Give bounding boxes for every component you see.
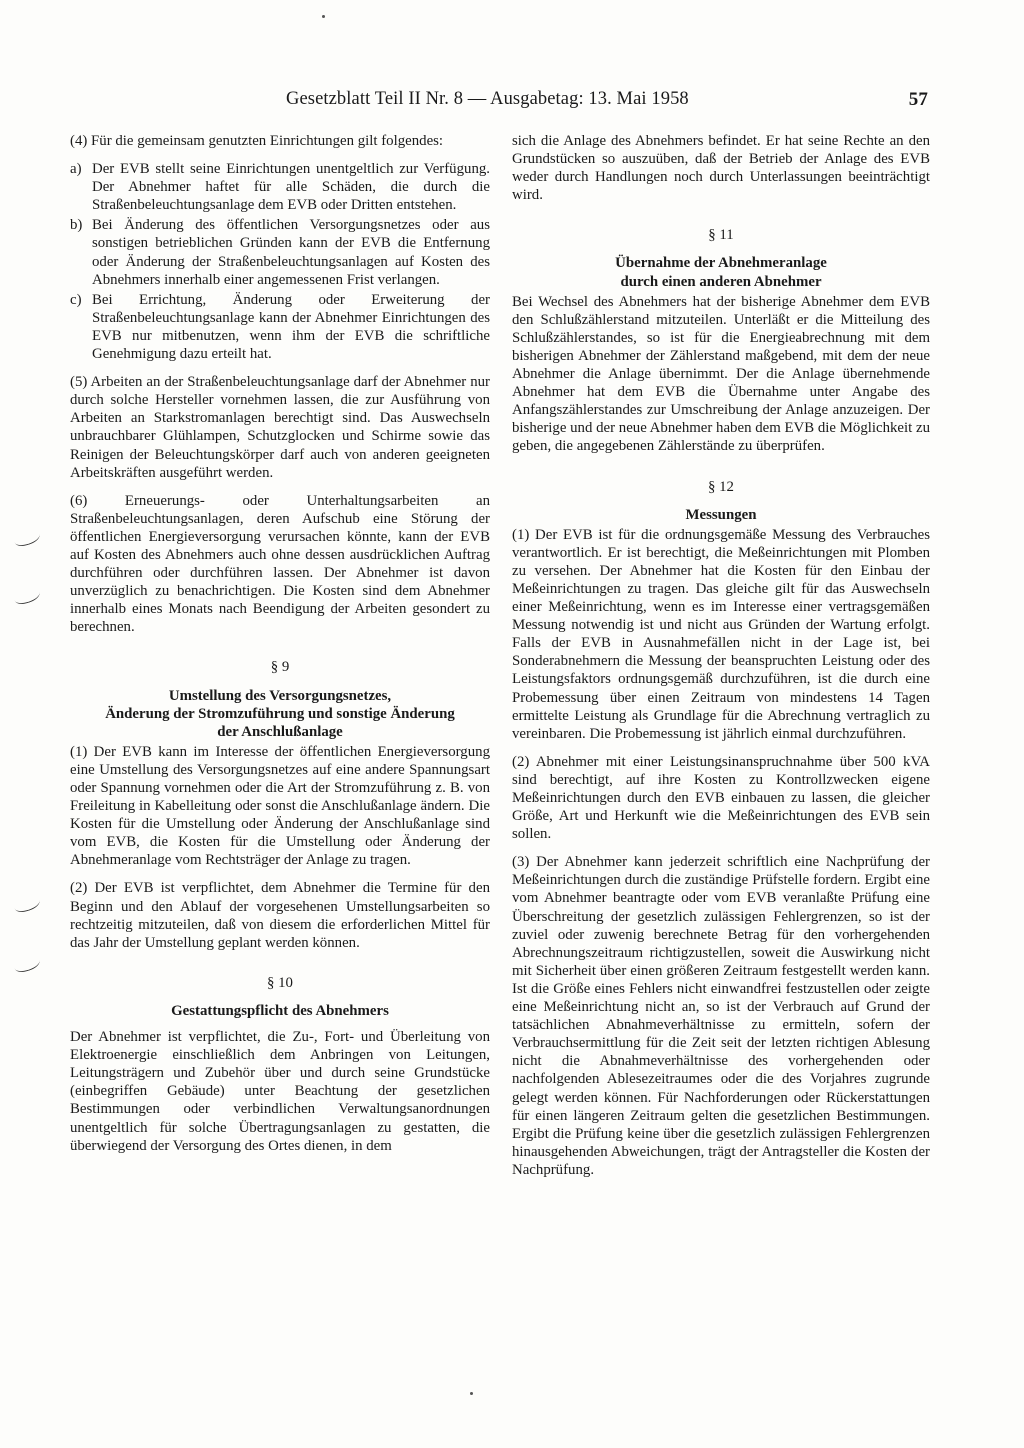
section-9-title bbox=[70, 687, 490, 741]
section-12-paragraph-2: (2) Abnehmer mit einer Leistungsinanspruchnahme über 500 kVA sind berechtigt, auf ihre Kosten zu Kontrollzwecken eigene Meßeinrichtungen durch den EVB einbauen zu lassen, die gleicher Größe, Art und Herkunft wie die Meßeinrichtungen des EVB sein sollen. bbox=[512, 753, 930, 843]
page-speck bbox=[322, 15, 325, 18]
section-12-paragraph-3: (3) Der Abnehmer kann jederzeit schriftlich eine Nachprüfung der Meßeinrichtungen durch die zuständige Prüfstelle fordern. Ergibt eine vom Abnehmer beantragte oder vom EVB veranlaßte Prüfung eine Überschreitung der gesetzlich zulässigen Fehlergrenzen, so ist der zuviel oder zuwenig berechnete Betrag für den vorhergehenden Abrechnungszeitraum richtigzustellen, soweit die Auswirkung nicht mit Sicherheit über einen größeren Zeitraum festgestellt werden kann. Ist die Größe eines Fehlers nicht einwandfrei festzustellen oder zeigte eine Meßeinrichtung nicht an, so ist der Verbrauch auf Grund der tatsächlichen Abnahmeverhältnisse zu ermitteln, sofern der Verbrauchsermittlung für die Zeit seit der letzten richtigen Ablesung nicht die Abnahmeverhältnisse des vorhergehenden oder nachfolgenden Ablesezeitraumes oder die des Vorjahres zugrunde gelegt werden können. Für Nachforderungen oder Rückerstattungen für einen längeren Zeitraum gelten die gesetzlichen Bestimmungen. Ergibt die Prüfung keine über die gesetzlich zulässigen Fehlergrenzen hinausgehenden Abweichungen, trägt der Antragsteller die Kosten der Nachprüfung. bbox=[512, 854, 930, 1178]
list-item-text: Bei Errichtung, Änderung oder Erweiterung der Straßenbeleuchtungsanlage kann der Abnehmer Einrichtungen des EVB nur mitbenutzen, wenn ihm der EVB die schriftliche Genehmigung dazu erteilt hat. bbox=[92, 291, 490, 363]
left-column bbox=[70, 132, 490, 1165]
paragraph-5: (5) Arbeiten an der Straßenbeleuchtungsanlage darf der Abnehmer nur durch solche Hersteller vornehmen lassen, die zur Ausführung von Arbeiten an Starkstromanlagen berechtigt sind. Das Auswechseln unbrauchbarer Glühlampen, Schutzglocken und Schirme sowie das Reinigen der Beleuchtungskörper darf auch von anderen geeigneten Arbeitskräften ausgeführt werden. bbox=[70, 374, 490, 481]
section-10-number: § 10 bbox=[267, 974, 293, 991]
section-10-paragraph: Der Abnehmer ist verpflichtet, die Zu-, Fort- und Überleitung von Elektroenergie einschließlich dem Anbringen von Leitungen, Leitungsträgern und Zubehör über und durch seine Grundstücke (einbegriffen Gebäude) unter Beachtung der gesetzlichen Bestimmungen oder verbindlichen Verwaltungsanordnungen unentgeltlich für solche Übertragungsanlagen zu gestatten, die überwiegend der Versorgung des Ortes dienen, in dem bbox=[70, 1029, 490, 1154]
margin-check-mark bbox=[13, 586, 42, 606]
section-9-title-line: der Anschlußanlage bbox=[217, 723, 343, 740]
paragraph-4-intro: (4) Für die gemeinsam genutzten Einrichtungen gilt folgendes: bbox=[70, 133, 444, 149]
list-item bbox=[70, 291, 490, 363]
section-11-title-line: durch einen anderen Abnehmer bbox=[620, 273, 822, 290]
list-paragraph-4 bbox=[70, 160, 490, 363]
header-title: Gesetzblatt Teil II Nr. 8 — Ausgabetag: 13. Mai 1958 bbox=[286, 89, 689, 109]
section-11-number: § 11 bbox=[708, 227, 734, 244]
section-12-title: Messungen bbox=[685, 506, 757, 523]
section-9-title-line: Änderung der Stromzuführung und sonstige Änderung bbox=[105, 705, 455, 722]
paragraph-6: (6) Erneuerungs- oder Unterhaltungsarbeiten an Straßenbeleuchtungsanlagen, deren Aufschub eine Störung der öffentlichen Energieversorgung verursachen könnte, kann der EVB auf Kosten des Abnehmers auch ohne dessen ausdrücklichen Auftrag durchführen oder durchführen lassen. Der Abnehmer ist davon unverzüglich zu benachrichtigen. Die Kosten sind dem Abnehmer innerhalb eines Monats nach Beendigung der Arbeiten gesondert zu berechnen. bbox=[70, 492, 490, 636]
list-item bbox=[70, 216, 490, 288]
list-item bbox=[70, 160, 490, 214]
page-speck bbox=[470, 1392, 473, 1395]
section-11-paragraph: Bei Wechsel des Abnehmers hat der bisherige Abnehmer dem EVB den Schlußzählerstand mitzuteilen. Unterläßt er die Mitteilung des Schlußzählerstandes, so ist für die Energieabrechnung mit dem bisherigen Abnehmer der Zählerstand maßgebend, mit dem der neue Abnehmer die Anlage übernimmt. Der die Anlage übernehmende Abnehmer hat dem EVB die Übernahme unter Angabe des Anfangszählerstandes zur Umschreibung der Anlage anzuzeigen. Der bisherige und der neue Abnehmer haben dem EVB die Möglichkeit zu geben, die angegebenen Zählerstände zu überprüfen. bbox=[512, 293, 930, 455]
list-item-text: Bei Änderung des öffentlichen Versorgungsnetzes oder aus sonstigen betrieblichen Gründen kann der EVB die Entfernung oder Änderung der Straßenbeleuchtungsanlagen auf Kosten des Abnehmers innerhalb einer angemessenen Frist verlangen. bbox=[92, 217, 490, 288]
page-number: 57 bbox=[908, 89, 928, 110]
list-item-label: b) bbox=[70, 217, 83, 234]
section-9-number: § 9 bbox=[270, 659, 290, 676]
section-10-title: Gestattungspflicht des Abnehmers bbox=[171, 1002, 389, 1019]
section-10-continuation: sich die Anlage des Abnehmers befindet. Er hat seine Rechte an den Grundstücken so auszuüben, daß der Betrieb der Anlage des EVB weder durch Handlungen noch durch Unterlassungen beeinträchtigt wird. bbox=[512, 133, 930, 204]
list-item-text: Der EVB stellt seine Einrichtungen unentgeltlich zur Verfügung. Der Abnehmer haftet für alle Schäden, die durch die Straßenbeleuchtungsanlage dem EVB oder Dritten entstehen. bbox=[92, 161, 490, 214]
section-11-title-line: Übernahme der Abnehmeranlage bbox=[615, 255, 827, 272]
margin-check-mark bbox=[13, 954, 42, 974]
section-12-paragraph-1: (1) Der EVB ist für die ordnungsgemäße Messung des Verbrauches verantwortlich. Er ist berechtigt, die Meßeinrichtungen mit Plomben zu versehen. Der Abnehmer hat die Kosten für den Einbau der Meßeinrichtungen zu tragen. Das gleiche gilt für das Auswechseln einer Meßeinrichtung, wenn es im Interesse einer vertragsgemäßen Messung notwendig ist und nicht aus Gründen der Wartung erfolgt. Falls der EVB in Ausnahmefällen nicht in der Lage ist, bei Sonderabnehmern die Messung der beanspruchten Leistung oder des Leistungsfaktors ordnungsgemäß durchzuführen, ist die durch eine Probemessung über einen Zeitraum von mindestens 14 Tagen ermittelte Leistung als Grundlage für die Abrechnung vertraglich zu vereinbaren. Die Probemessung ist jährlich einmal durchzuführen. bbox=[512, 526, 930, 742]
margin-check-mark bbox=[13, 528, 42, 548]
section-12-number: § 12 bbox=[708, 478, 734, 495]
section-9-paragraph-1: (1) Der EVB kann im Interesse der öffentlichen Energieversorgung eine Umstellung des Versorgungsnetzes auf eine andere Spannungsart oder Spannung vornehmen oder die Art der Stromzuführung z. B. von Freileitung in Kabelleitung oder sonst die Anschlußanlage ändern. Die Kosten für die Umstellung oder Änderung der Anschlußanlage sind vom EVB, die Kosten für die Umstellung oder Änderung der Abnehmeranlage vom Rechtsträger der Anlage zu tragen. bbox=[70, 743, 490, 869]
list-item-label: a) bbox=[70, 161, 82, 178]
section-11-title bbox=[512, 254, 930, 290]
list-item-label: c) bbox=[70, 291, 82, 308]
page-header bbox=[70, 89, 928, 115]
margin-check-mark bbox=[13, 894, 42, 914]
section-9-paragraph-2: (2) Der EVB ist verpflichtet, dem Abnehmer die Termine für den Beginn und den Ablauf der vorgesehenen Umstellungsarbeiten so rechtzeitig mitzuteilen, daß von diesem die erforderlichen Mittel für das Jahr der Umstellung geplant werden können. bbox=[70, 880, 490, 951]
right-column bbox=[512, 132, 930, 1189]
section-9-title-line: Umstellung des Versorgungsnetzes, bbox=[168, 687, 392, 704]
